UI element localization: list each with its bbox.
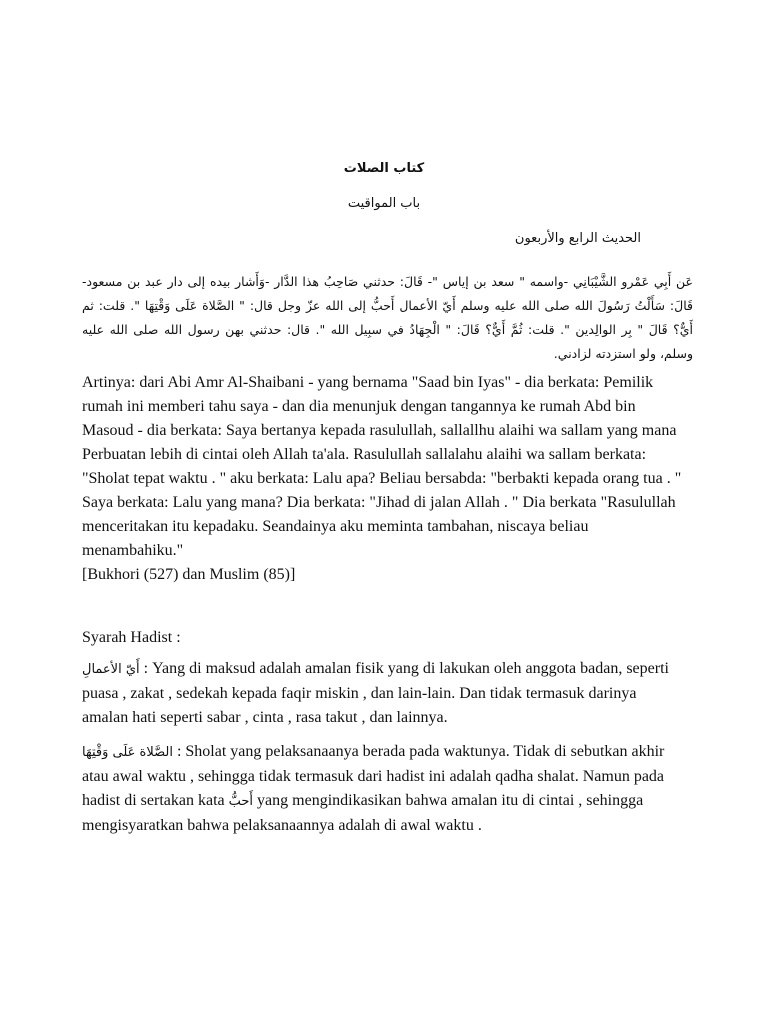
chapter-title: باب المواقيت [347, 196, 421, 211]
hadith-arabic-text: عَن أَبِي عَمْرو الشَّيْبَانِي -واسمه " سعد بن إياس "- قَالَ: حدثني صَاحِبُ هذا الدَّار -وَأَشار بيده إلى دار عبد بن مسعود- قَالَ: سَأَلْتُ رَسُولَ الله صلى الله عليه وسلم أَيّ الأعمال أَحبُّ إلى الله عزّ وجل قال: " الصَّلاة عَلَى وَقْتِهَا ". قلت: ثم أَيٌّ؟ قَالَ " بِر الوالِدين ". قلت: ثُمَّ أَيٌّ؟ قَالَ: " الْجِهَادُ في سبِيل الله ". قال: حدثني بهن رسول الله صلى الله عليه وسلم، ولو استزدته لزادني. [82, 274, 693, 361]
syarah-2-text-b: yang mengindikasikan bahwa amalan itu di cintai , sehingga mengisyaratkan bahwa pelaksanaannya adalah di awal waktu . [82, 792, 644, 834]
book-title: كتاب الصلات [343, 161, 425, 176]
translation-block [82, 371, 682, 587]
syarah-1-arabic-term: أَيّ الأعمالِ [82, 662, 140, 677]
syarah-2-arabic-term: الصَّلاة عَلَى وَقْتِهَا [82, 745, 173, 760]
translation-paragraph: Artinya: dari Abi Amr Al-Shaibani - yang bernama "Saad bin Iyas" - dia berkata: Pemilik rumah ini memberi tahu saya - dan dia menunjuk dengan tangannya ke rumah Abd bin Masoud - dia berkata: Saya bertanya kepada rasulullah, sallallhu alaihi wa sallam yang mana Perbuatan lebih di cintai oleh Allah ta'ala. Rasulullah sallalahu alaihi wa sallam berkata: "Sholat tepat waktu . " aku berkata: Lalu apa? Beliau bersabda: "berbakti kepada orang tua . " Saya berkata: Lalu yang mana? Dia berkata: "Jihad di jalan Allah . " Dia berkata "Rasulullah menceritakan itu kepadaku. Seandainya aku meminta tambahan, niscaya beliau menambahiku." [82, 374, 682, 559]
hadith-heading: الحديث الرابع والأربعون [514, 231, 641, 246]
syarah-2-text-a: : Sholat yang pelaksanaanya berada pada waktunya. Tidak di sebutkan akhir atau awal waktu , sehingga tidak termasuk dari hadist ini adalah qadha shalat. Namun pada hadist di sertakan kata [82, 743, 665, 809]
syarah-heading: Syarah Hadist : [82, 629, 181, 646]
syarah-1-text: : Yang di maksud adalah amalan fisik yang di lakukan oleh anggota badan, seperti puasa , zakat , sedekah kepada faqir miskin , dan lain-lain. Dan tidak termasuk darinya amalan hati seperti sabar , cinta , rasa takut , dan lainnya. [82, 660, 669, 726]
syarah-2-arabic-term-2: أَحبُّ [228, 794, 254, 809]
syarah-paragraph-2 [82, 740, 682, 838]
hadith-reference: [Bukhori (527) dan Muslim (85)] [82, 566, 296, 583]
syarah-paragraph-1 [82, 657, 682, 730]
